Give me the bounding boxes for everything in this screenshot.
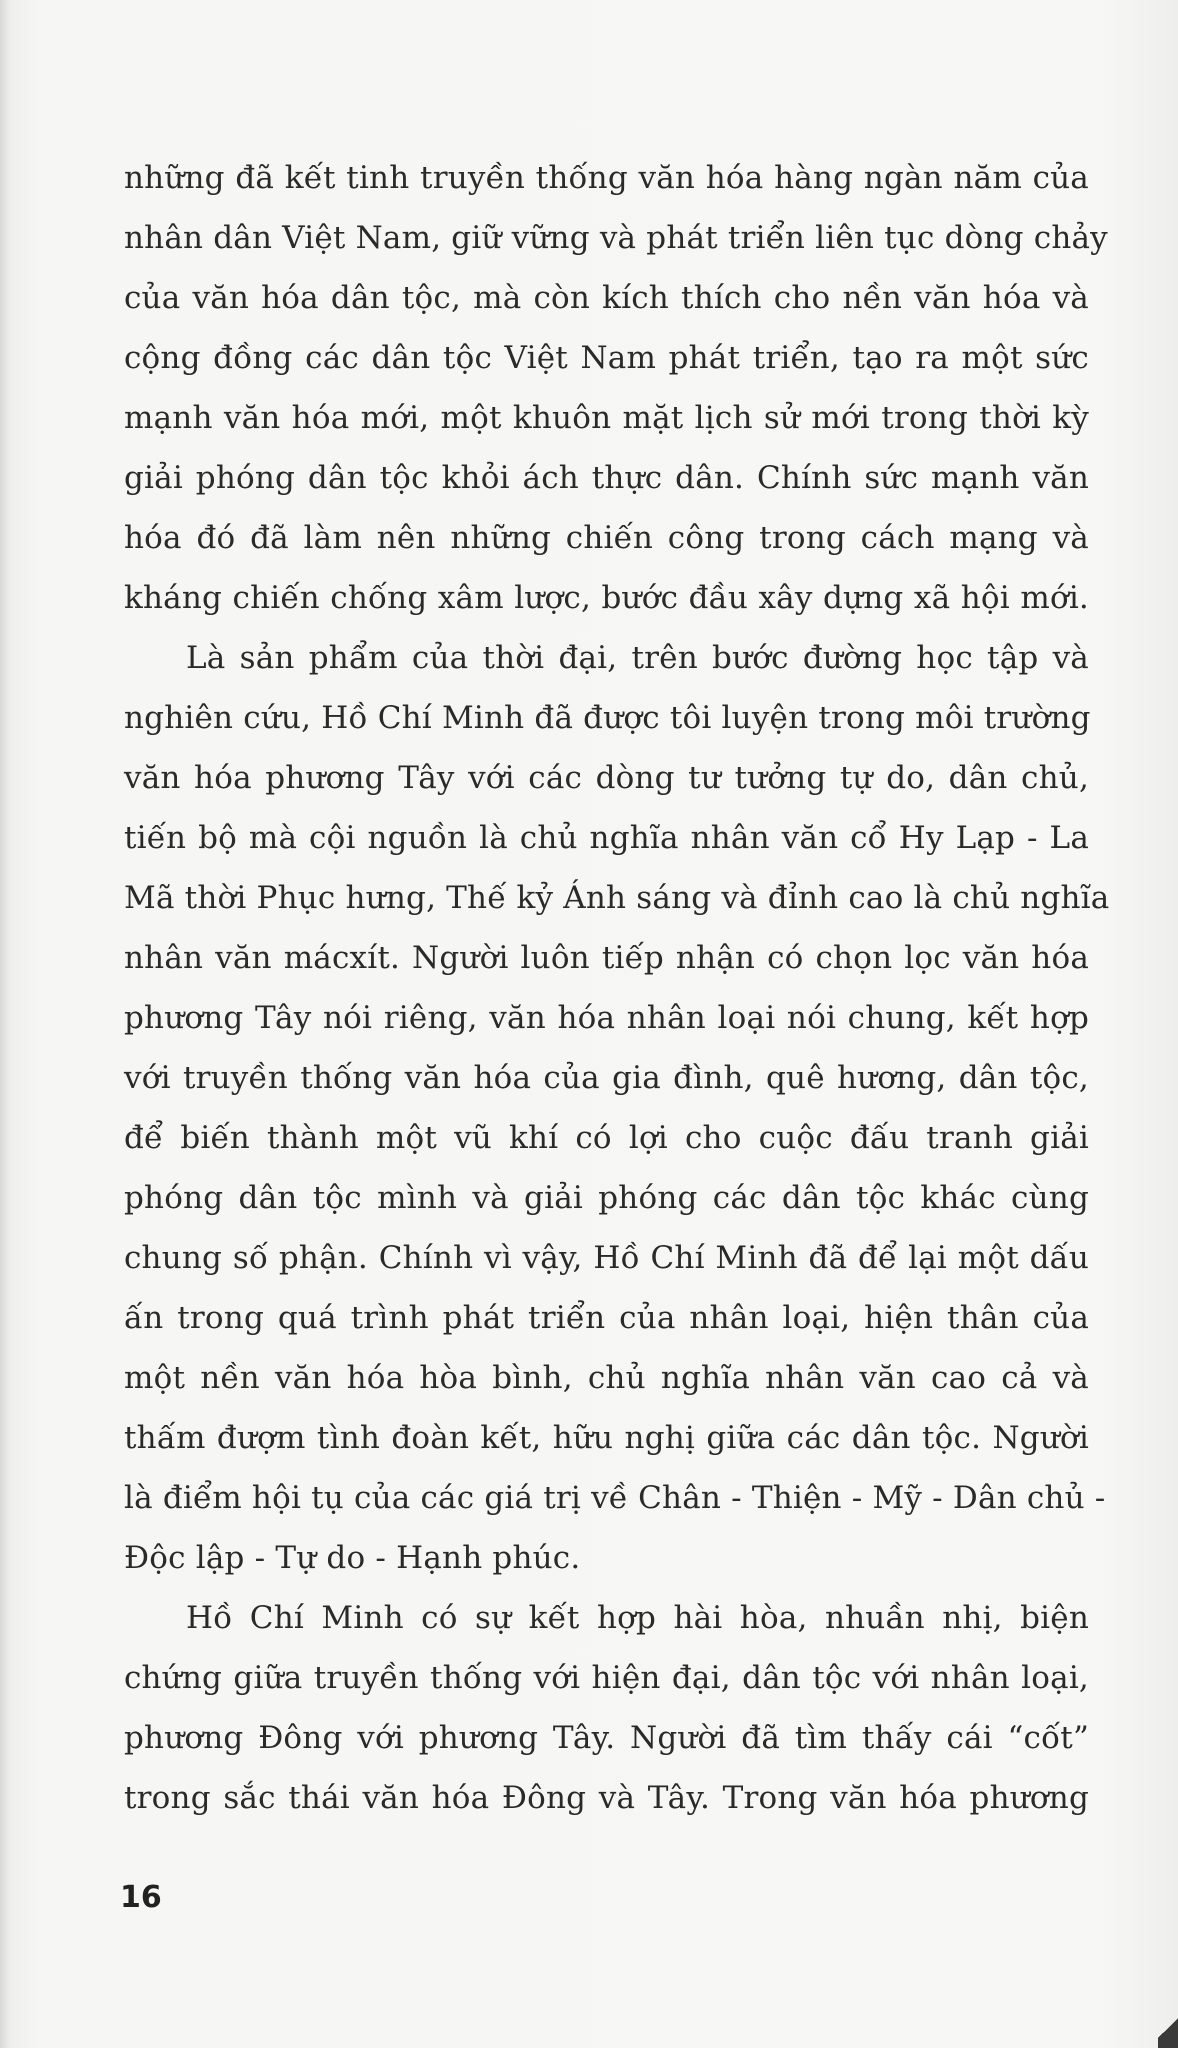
text-line: Hồ Chí Minh có sự kết hợp hài hòa, nhuần nhị, biện	[186, 1600, 1089, 1636]
page-number: 16	[120, 1880, 162, 1915]
body-text	[124, 148, 1110, 1828]
text-line: là điểm hội tụ của các giá trị về Chân - Thiện - Mỹ - Dân chủ -	[124, 1480, 1106, 1516]
text-line: hóa đó đã làm nên những chiến công trong cách mạng và	[124, 520, 1089, 556]
text-line: Độc lập - Tự do - Hạnh phúc.	[124, 1540, 581, 1576]
text-line: mạnh văn hóa mới, một khuôn mặt lịch sử mới trong thời kỳ	[124, 400, 1089, 436]
paragraph-3	[124, 1588, 1089, 1828]
page-corner-shadow	[1158, 2008, 1178, 2048]
text-line: tiến bộ mà cội nguồn là chủ nghĩa nhân văn cổ Hy Lạp - La	[124, 820, 1089, 856]
text-line: Là sản phẩm của thời đại, trên bước đường học tập và	[186, 640, 1089, 676]
text-line: nhân văn mácxít. Người luôn tiếp nhận có chọn lọc văn hóa	[124, 940, 1089, 976]
text-line: cộng đồng các dân tộc Việt Nam phát triển, tạo ra một sức	[124, 340, 1089, 376]
page-gutter-shadow	[0, 0, 10, 2048]
text-line: phương Đông với phương Tây. Người đã tìm thấy cái “cốt”	[124, 1720, 1089, 1756]
text-line: trong sắc thái văn hóa Đông và Tây. Trong văn hóa phương	[124, 1780, 1089, 1816]
text-line: giải phóng dân tộc khỏi ách thực dân. Chính sức mạnh văn	[124, 460, 1089, 496]
text-line: với truyền thống văn hóa của gia đình, quê hương, dân tộc,	[124, 1060, 1089, 1096]
text-line: của văn hóa dân tộc, mà còn kích thích cho nền văn hóa và	[124, 280, 1089, 316]
text-line: Mã thời Phục hưng, Thế kỷ Ánh sáng và đỉnh cao là chủ nghĩa	[124, 880, 1110, 916]
text-line: để biến thành một vũ khí có lợi cho cuộc đấu tranh giải	[124, 1120, 1089, 1156]
text-line: kháng chiến chống xâm lược, bước đầu xây dựng xã hội mới.	[124, 580, 1089, 616]
text-line: phóng dân tộc mình và giải phóng các dân tộc khác cùng	[124, 1180, 1089, 1216]
text-line: thấm đượm tình đoàn kết, hữu nghị giữa các dân tộc. Người	[124, 1420, 1089, 1456]
text-line: ấn trong quá trình phát triển của nhân loại, hiện thân của	[124, 1300, 1089, 1336]
paragraph-1	[124, 148, 1108, 628]
text-line: nhân dân Việt Nam, giữ vững và phát triển liên tục dòng chảy	[124, 220, 1108, 256]
paragraph-2	[124, 628, 1110, 1588]
text-line: những đã kết tinh truyền thống văn hóa hàng ngàn năm của	[124, 160, 1089, 196]
text-line: nghiên cứu, Hồ Chí Minh đã được tôi luyện trong môi trường	[124, 700, 1091, 736]
text-line: phương Tây nói riêng, văn hóa nhân loại nói chung, kết hợp	[124, 1000, 1089, 1036]
text-line: chung số phận. Chính vì vậy, Hồ Chí Minh đã để lại một dấu	[124, 1240, 1089, 1276]
text-line: chứng giữa truyền thống với hiện đại, dân tộc với nhân loại,	[124, 1660, 1089, 1696]
text-line: một nền văn hóa hòa bình, chủ nghĩa nhân văn cao cả và	[124, 1360, 1089, 1396]
text-line: văn hóa phương Tây với các dòng tư tưởng tự do, dân chủ,	[124, 760, 1089, 796]
